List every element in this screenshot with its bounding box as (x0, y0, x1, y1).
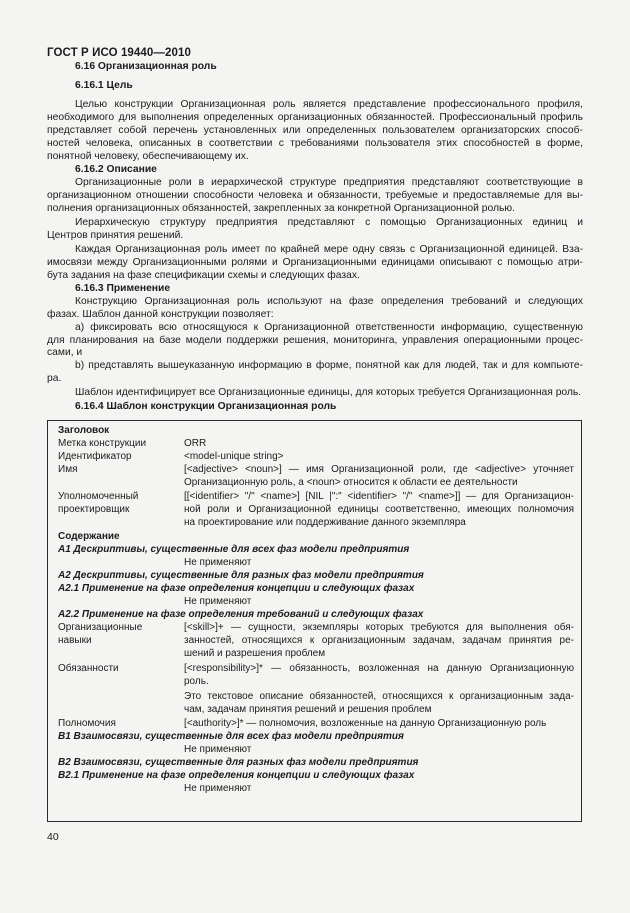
paragraph-line: представляет собой перечень установленных или определенных пользователем организаторских способ- (47, 125, 583, 136)
identifier-label: Идентификатор (58, 451, 132, 462)
name-label: Имя (58, 464, 78, 475)
a21-heading: A2.1 Применение на фазе определения концепции и следующих фазах (58, 583, 415, 594)
paragraph-line: Центров принятия решений. (47, 230, 184, 241)
proxy-label: Уполномоченный (58, 491, 139, 502)
skills-label: Организационные (58, 622, 143, 633)
construct-value: ORR (184, 438, 207, 449)
responsibility-label: Обязанности (58, 663, 119, 674)
paragraph-line: Шаблон идентифицирует все Организационные единицы, для которых требуется Организационная роль. (75, 387, 582, 398)
content-label: Содержание (58, 531, 120, 542)
authority-label: Полномочия (58, 718, 116, 729)
paragraph-line: понятной человеку, обеспечивающему их. (47, 151, 249, 162)
responsibility-value: [<responsibility>]* — обязанность, возложенная на данную Организационную (184, 663, 574, 674)
paragraph-line: ностей человека, описанных в соответствии с требованиями пользователя этих способностей в форме, (47, 138, 583, 149)
paragraph-line: необходимого для выполнения определенных организационных обязанностей. Профессиональный профиль (47, 112, 583, 123)
document-header: ГОСТ Р ИСО 19440—2010 (47, 47, 192, 59)
skills-value: [<skill>]+ — сущности, экземпляры которых требуются для выполнения обя- (184, 622, 574, 633)
responsibility-value: Это текстовое описание обязанностей, относящихся к организационным зада- (184, 691, 574, 702)
proxy-value: ной роли и Организационной единицы соответственно, имеющих полномочия (184, 504, 574, 515)
paragraph-line: фазах. Шаблон данной конструкции позволяет: (47, 309, 274, 320)
skills-value: занностей, относящихся к организационным задачам, задачам принятия ре- (184, 635, 574, 646)
proxy-value: [[<identifier> "/" <name>] [NIL |":" <identifier> "/" <name>]] — для Организацион- (184, 491, 574, 502)
responsibility-value: роль. (184, 676, 209, 687)
proxy-value: на проектирование или поддерживание данного экземпляра (184, 517, 466, 528)
template-header-label: Заголовок (58, 425, 110, 436)
a21-value: Не применяют (184, 596, 252, 607)
a22-heading: A2.2 Применение на фазе определения требований и следующих фазах (58, 609, 424, 620)
b1-value: Не применяют (184, 744, 252, 755)
authority-value: [<authority>]* — полномочия, возложенные на данную Организационную роль (184, 718, 547, 729)
b21-value: Не применяют (184, 783, 252, 794)
a1-value: Не применяют (184, 557, 252, 568)
name-value: Организационную роль, а <noun> относится к области ее деятельности (184, 477, 518, 488)
identifier-value: <model-unique string> (184, 451, 284, 462)
subsection-purpose-title: 6.16.1 Цель (75, 80, 133, 91)
paragraph-line: имосвязи между Организационными ролями и Организационными единицами описывают с помощью атри- (47, 257, 583, 268)
paragraph-line: ра. (47, 373, 62, 384)
skills-label: навыки (58, 635, 92, 646)
construct-label: Метка конструкции (58, 438, 147, 449)
paragraph-line: сами, и (47, 347, 83, 358)
paragraph-line: бута задания на фазе спецификации схемы и следующих фазах. (47, 270, 360, 281)
subsection-application-title: 6.16.3 Применение (75, 283, 171, 294)
b21-heading: B2.1 Применение на фазе определения концепции и следующих фазах (58, 770, 415, 781)
skills-value: шений и разрешения проблем (184, 648, 326, 659)
subsection-description-title: 6.16.2 Описание (75, 164, 157, 175)
responsibility-value: чам, задачам принятия решений и решения проблем (184, 704, 432, 715)
paragraph-line: для планирования на базе модели поддержки решения, мониторинга, управления операционными процес- (47, 335, 583, 346)
name-value: [<adjective> <noun>] — имя Организационной роли, где <adjective> уточняет (184, 464, 574, 475)
paragraph-line: Каждая Организационная роль имеет по крайней мере одну связь с Организационной единицей. Вза- (75, 244, 583, 255)
subsection-template-title: 6.16.4 Шаблон конструкции Организационная роль (75, 401, 337, 412)
b1-heading: B1 Взаимосвязи, существенные для всех фаз модели предприятия (58, 731, 404, 742)
paragraph-line: организационном отношении способности человека и обязанности, требуемые и предоставляемые для вы- (47, 190, 583, 201)
paragraph-line: полнения организационных обязанностей, закрепленных за конкретной Организационной ролью. (47, 203, 515, 214)
a1-heading: A1 Дескриптивы, существенные для всех фаз модели предприятия (58, 544, 410, 555)
section-title: 6.16 Организационная роль (75, 61, 217, 72)
a2-heading: A2 Дескриптивы, существенные для разных фаз модели предприятия (58, 570, 424, 581)
list-item-b: b) представлять вышеуказанную информацию в форме, понятной как для людей, так и для компьюте- (75, 360, 583, 371)
paragraph-line: Организационные роли в иерархической структуре предприятия представляют соответствующие в (75, 177, 583, 188)
b2-heading: B2 Взаимосвязи, существенные для разных фаз модели предприятия (58, 757, 419, 768)
proxy-label: проектировщик (58, 504, 130, 515)
page-number: 40 (47, 831, 59, 843)
paragraph-line: Иерархическую структуру предприятия представляют с помощью Организационных единиц и (75, 217, 583, 228)
paragraph-line: Конструкцию Организационная роль используют на фазе определения требований и следующих (75, 296, 583, 307)
paragraph-line: Целью конструкции Организационная роль является представление профессионального профиля, (75, 99, 583, 110)
list-item-a: а) фиксировать всю относящуюся к Организационной ответственности информацию, существенную (75, 322, 583, 333)
